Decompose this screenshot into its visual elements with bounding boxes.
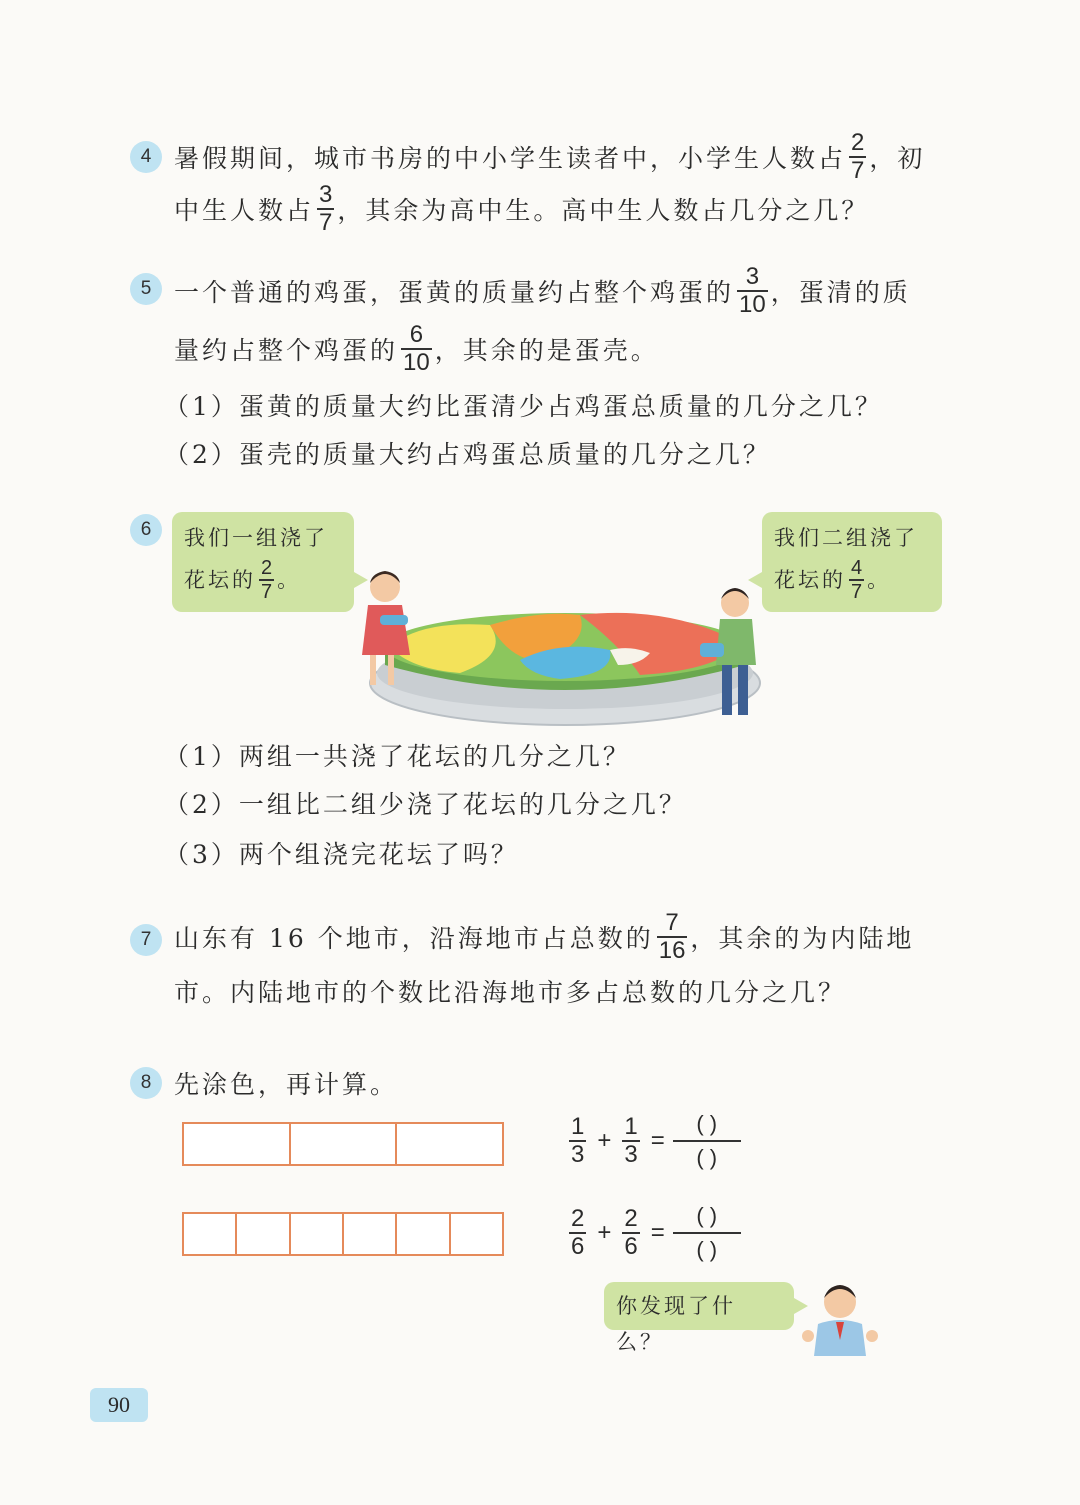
q5-line-1: [174, 264, 911, 318]
q8-title: 先涂色，再计算。: [174, 1070, 399, 1099]
fraction: $\frac{2}{7}$: [261, 557, 273, 603]
strip-cell[interactable]: [237, 1214, 290, 1254]
q7-line-1: [174, 910, 914, 964]
strip-cell[interactable]: [451, 1214, 502, 1254]
q5-sub-1: （1）蛋黄的质量大约比蛋清少占鸡蛋总质量的几分之几？: [164, 392, 883, 421]
question-number-8: 8: [130, 1067, 162, 1099]
q6-sub-1: （1）两组一共浇了花坛的几分之几？: [164, 742, 631, 771]
strip-cell[interactable]: [344, 1214, 397, 1254]
coloring-strip-sixths[interactable]: [182, 1212, 504, 1256]
strip-cell[interactable]: [291, 1124, 398, 1164]
q7-text: 山东有 16 个地市，沿海地市占总数的: [174, 924, 654, 953]
fraction: $\frac{6}{10}$: [403, 321, 430, 376]
speech-bubble-group-1: 我们一组浇了 花坛的 $\frac{2}{7}$ 。: [172, 512, 354, 612]
fraction: $\frac{2}{6}$: [571, 1205, 585, 1260]
strip-cell[interactable]: [397, 1124, 502, 1164]
fraction: $\frac{1}{3}$: [624, 1113, 638, 1168]
strip-cell[interactable]: [291, 1214, 344, 1254]
page-number: 90: [90, 1388, 148, 1422]
answer-blank[interactable]: ( ) ( ): [673, 1202, 741, 1264]
fraction: $\frac{3}{10}$: [739, 263, 766, 318]
q5-line-2: [174, 322, 659, 376]
fraction: $\frac{4}{7}$: [851, 557, 863, 603]
question-number-7: 7: [130, 924, 162, 956]
q4-text: 暑假期间，城市书房的中小学生读者中，小学生人数占: [174, 144, 847, 173]
q7-text: ，其余的为内陆地: [690, 924, 915, 953]
q7-line-2: 市。内陆地市的个数比沿海地市多占总数的几分之几？: [174, 978, 847, 1007]
equation-1: $\frac{1}{3}$ + $\frac{1}{3}$ = ( ) ( ): [566, 1110, 741, 1172]
q4-text: ，其余为高中生。高中生人数占几分之几？: [337, 196, 870, 225]
boy-thinking-figure: [800, 1280, 880, 1356]
question-number-4: 4: [130, 141, 162, 173]
fraction: $\frac{2}{6}$: [624, 1205, 638, 1260]
q4-line-1: [174, 130, 925, 184]
fraction: $\frac{7}{16}$: [658, 909, 686, 964]
q4-text: 中生人数占: [174, 196, 315, 225]
q6-sub-2: （2）一组比二组少浇了花坛的几分之几？: [164, 790, 687, 819]
q5-text: ，蛋清的质: [770, 278, 911, 307]
strip-cell[interactable]: [184, 1214, 237, 1254]
q4-text: ，初: [869, 144, 926, 173]
answer-blank[interactable]: ( ) ( ): [673, 1110, 741, 1172]
q6-sub-3: （3）两个组浇完花坛了吗？: [164, 840, 519, 869]
speech-bubble-group-2: 我们二组浇了 花坛的 $\frac{4}{7}$ 。: [762, 512, 942, 612]
flower-bed-illustration: [340, 565, 790, 735]
strip-cell[interactable]: [397, 1214, 450, 1254]
q5-text: ，其余的是蛋壳。: [434, 336, 659, 365]
q5-sub-2: （2）蛋壳的质量大约占鸡蛋总质量的几分之几？: [164, 440, 771, 469]
strip-cell[interactable]: [184, 1124, 291, 1164]
fraction: $\frac{3}{7}$: [319, 181, 333, 236]
question-number-5: 5: [130, 273, 162, 305]
fraction: $\frac{1}{3}$: [571, 1113, 585, 1168]
equation-2: $\frac{2}{6}$ + $\frac{2}{6}$ = ( ) ( ): [566, 1202, 741, 1264]
speech-bubble-discovery: 你发现了什么？: [604, 1282, 794, 1330]
coloring-strip-thirds[interactable]: [182, 1122, 504, 1166]
q5-text: 量约占整个鸡蛋的: [174, 336, 399, 365]
question-number-6: 6: [130, 514, 162, 546]
q5-text: 一个普通的鸡蛋，蛋黄的质量约占整个鸡蛋的: [174, 278, 735, 307]
q4-line-2: [174, 182, 869, 236]
fraction: $\frac{2}{7}$: [851, 129, 865, 184]
